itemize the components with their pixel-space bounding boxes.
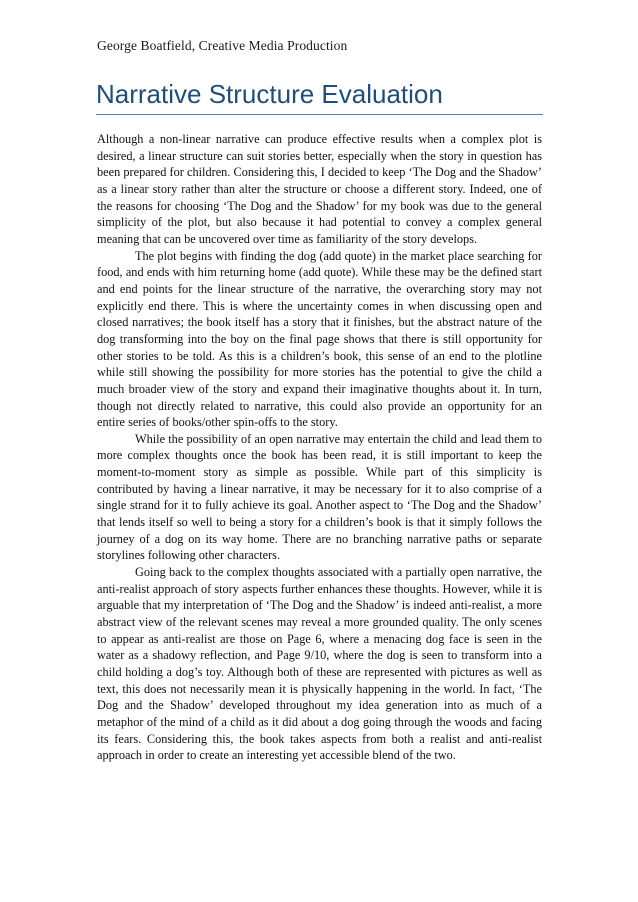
paragraph-4: Going back to the complex thoughts associated with a partially open narrative, the anti-realist approach of story aspects further enhances these thoughts. However, while it is arguable that my interpretation of ‘The Dog and the Shadow’ is indeed anti-realist, a more abstract view of the relevant scenes may reveal a more grounded quality. The only scenes to appear as anti-realist are those on Page 6, where a menacing dog face is seen in the water as a shadowy reflection, and Page 9/10, where the dog is seen to transform into a child holding a dog’s toy. Although both of these are represented with pictures as well as text, this does not necessarily mean it is physically happening in the world. In fact, ‘The Dog and the Shadow’ developed throughout my idea generation into as much of a metaphor of the mind of a child as it did about a dog going through the woods and facing its fears. Considering this, the book takes aspects from both a realist and anti-realist approach in order to create an interesting yet accessible blend of the two. [97, 565, 542, 763]
author-header: George Boatfield, Creative Media Production [97, 38, 348, 53]
document-body [97, 131, 542, 764]
paragraph-3: While the possibility of an open narrative may entertain the child and lead them to more complex thoughts once the book has been read, it is still important to keep the moment-to-moment story as simple as possible. While part of this simplicity is contributed by having a linear narrative, it may be necessary for it to also comprise of a single strand for it to fully achieve its goal. Another aspect to ‘The Dog and the Shadow’ that lends itself so well to being a story for a children’s book is that it simply follows the journey of a dog on its way home. There are no branching narrative paths or separate storylines following other characters. [97, 431, 542, 563]
paragraph-2: The plot begins with finding the dog (add quote) in the market place searching for food, and ends with him returning home (add quote). While these may be the defined start and end points for the linear structure of the narrative, the overarching story may not explicitly end there. This is where the uncertainty comes in when discussing open and closed narratives; the book itself has a story that it finishes, but the abstract nature of the dog transforming into the boy on the final page shows that there is still opportunity for other stories to be told. As this is a children’s book, this sense of an end to the plotline while still showing the possibility for more stories has the potential to give the child a much broader view of the story and expand their imaginative thoughts about it. In turn, though not directly related to narrative, this could also provide an opportunity for an entire series of books/other spin-offs to the story. [97, 248, 542, 430]
document-title: Narrative Structure Evaluation [96, 78, 543, 115]
paragraph-1: Although a non-linear narrative can produce effective results when a complex plot is desired, a linear structure can suit stories better, especially when the story in question has been prepared for children. Considering this, I decided to keep ‘The Dog and the Shadow’ as a linear story rather than alter the structure or choose a different story. Indeed, one of the reasons for choosing ‘The Dog and the Shadow’ for my book was due to the general simplicity of the plot, but also because it had potential to convey a complex general meaning that can be uncovered over time as familiarity of the story develops. [97, 132, 542, 246]
